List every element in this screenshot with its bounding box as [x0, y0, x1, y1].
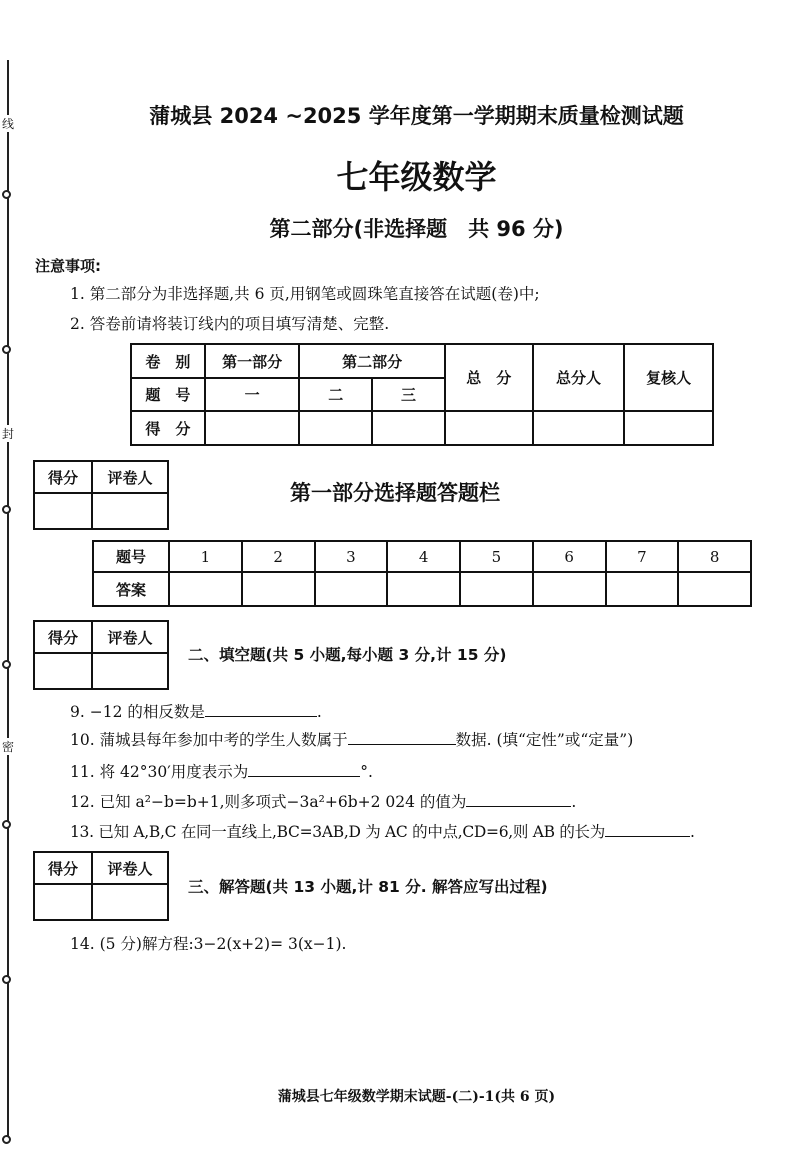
- cell-volume-label: 卷 别: [131, 344, 205, 378]
- question-9-text: 9. −12 的相反数是: [70, 703, 205, 721]
- cell-question-label: 题 号: [131, 378, 205, 411]
- question-number-4: 4: [387, 541, 460, 572]
- grader-score-label: 得分: [34, 852, 92, 884]
- question-10-end: 数据. (填“定性”或“定量”): [455, 731, 634, 749]
- score-input-q3[interactable]: [372, 411, 445, 445]
- answer-blank-12[interactable]: [466, 806, 571, 807]
- answer-blank-11[interactable]: [248, 776, 360, 777]
- cell-reviewer: 复核人: [624, 344, 713, 411]
- question-11-end: °.: [360, 763, 373, 781]
- notice-item-2: 2. 答卷前请将装订线内的项目填写清楚、完整.: [70, 315, 390, 333]
- question-12-end: .: [571, 793, 577, 811]
- answer-cell-8[interactable]: [678, 572, 751, 606]
- page-footer: 蒲城县七年级数学期末试题-(二)-1(共 6 页): [277, 1089, 556, 1105]
- grader-box-3: [33, 851, 169, 921]
- section2-title: 二、填空题(共 5 小题,每小题 3 分,计 15 分): [188, 646, 507, 664]
- section3-title: 三、解答题(共 13 小题,计 81 分. 解答应写出过程): [188, 878, 548, 896]
- cell-total-person: 总分人: [533, 344, 625, 411]
- answer-blank-10[interactable]: [348, 744, 456, 745]
- question-12: [70, 790, 576, 812]
- question-10-text: 10. 蒲城县每年参加中考的学生人数属于: [70, 731, 348, 749]
- cell-part-two: 第二部分: [299, 344, 444, 378]
- gutter-char-secret: 密: [1, 740, 14, 754]
- answer-cell-4[interactable]: [387, 572, 460, 606]
- question-number-6: 6: [533, 541, 606, 572]
- grader-name-input[interactable]: [92, 493, 168, 529]
- answer-label: 答案: [93, 572, 169, 606]
- cell-q-one: 一: [205, 378, 300, 411]
- grader-score-input[interactable]: [34, 653, 92, 689]
- score-input-q2[interactable]: [299, 411, 372, 445]
- grader-score-label: 得分: [34, 461, 92, 493]
- answer-cell-6[interactable]: [533, 572, 606, 606]
- grader-score-input[interactable]: [34, 493, 92, 529]
- answer-table: [92, 540, 752, 607]
- notice-heading: 注意事项:: [35, 257, 101, 275]
- question-number-1: 1: [169, 541, 242, 572]
- score-input-total-person[interactable]: [533, 411, 625, 445]
- question-number-label: 题号: [93, 541, 169, 572]
- gutter-char-line: 线: [1, 117, 14, 131]
- question-13-text: 13. 已知 A,B,C 在同一直线上,BC=3AB,D 为 AC 的中点,CD=6,则 AB 的长为: [70, 823, 605, 841]
- answer-cell-2[interactable]: [242, 572, 315, 606]
- score-input-reviewer[interactable]: [624, 411, 713, 445]
- grader-name-label: 评卷人: [92, 461, 168, 493]
- answer-blank-13[interactable]: [605, 836, 690, 837]
- grader-name-label: 评卷人: [92, 621, 168, 653]
- question-12-text: 12. 已知 a²−b=b+1,则多项式−3a²+6b+2 024 的值为: [70, 793, 467, 811]
- question-9-end: .: [316, 703, 322, 721]
- score-summary-table: [130, 343, 714, 446]
- gutter-char-seal: 封: [1, 427, 14, 441]
- answer-cell-5[interactable]: [460, 572, 533, 606]
- grader-name-label: 评卷人: [92, 852, 168, 884]
- cell-score-label: 得 分: [131, 411, 205, 445]
- question-13: [70, 820, 695, 842]
- grader-score-label: 得分: [34, 621, 92, 653]
- cell-part-one: 第一部分: [205, 344, 300, 378]
- answer-blank-9[interactable]: [205, 716, 317, 717]
- cell-total: 总 分: [445, 344, 533, 411]
- question-10: [70, 728, 633, 750]
- question-9: [70, 700, 322, 722]
- grader-box-2: [33, 620, 169, 690]
- part-title: 第二部分(非选择题 共 96 分): [269, 217, 564, 241]
- score-input-total[interactable]: [445, 411, 533, 445]
- grader-name-input[interactable]: [92, 653, 168, 689]
- exam-title: 蒲城县 2024 ~2025 学年度第一学期期末质量检测试题: [149, 104, 684, 128]
- section1-title: 第一部分选择题答题栏: [290, 481, 500, 505]
- question-11: [70, 760, 373, 782]
- question-number-8: 8: [678, 541, 751, 572]
- answer-cell-1[interactable]: [169, 572, 242, 606]
- question-number-5: 5: [460, 541, 533, 572]
- answer-cell-3[interactable]: [315, 572, 388, 606]
- cell-q-two: 二: [299, 378, 372, 411]
- question-14: 14. (5 分)解方程:3−2(x+2)= 3(x−1).: [70, 935, 347, 953]
- score-input-part1[interactable]: [205, 411, 300, 445]
- grader-name-input[interactable]: [92, 884, 168, 920]
- answer-cell-7[interactable]: [606, 572, 679, 606]
- question-number-2: 2: [242, 541, 315, 572]
- question-number-3: 3: [315, 541, 388, 572]
- question-13-end: .: [689, 823, 695, 841]
- notice-item-1: 1. 第二部分为非选择题,共 6 页,用钢笔或圆珠笔直接答在试题(卷)中;: [70, 285, 540, 303]
- subject-title: 七年级数学: [336, 158, 497, 196]
- question-number-7: 7: [606, 541, 679, 572]
- cell-q-three: 三: [372, 378, 445, 411]
- grader-box-1: [33, 460, 169, 530]
- grader-score-input[interactable]: [34, 884, 92, 920]
- question-11-text: 11. 将 42°30′用度表示为: [70, 763, 249, 781]
